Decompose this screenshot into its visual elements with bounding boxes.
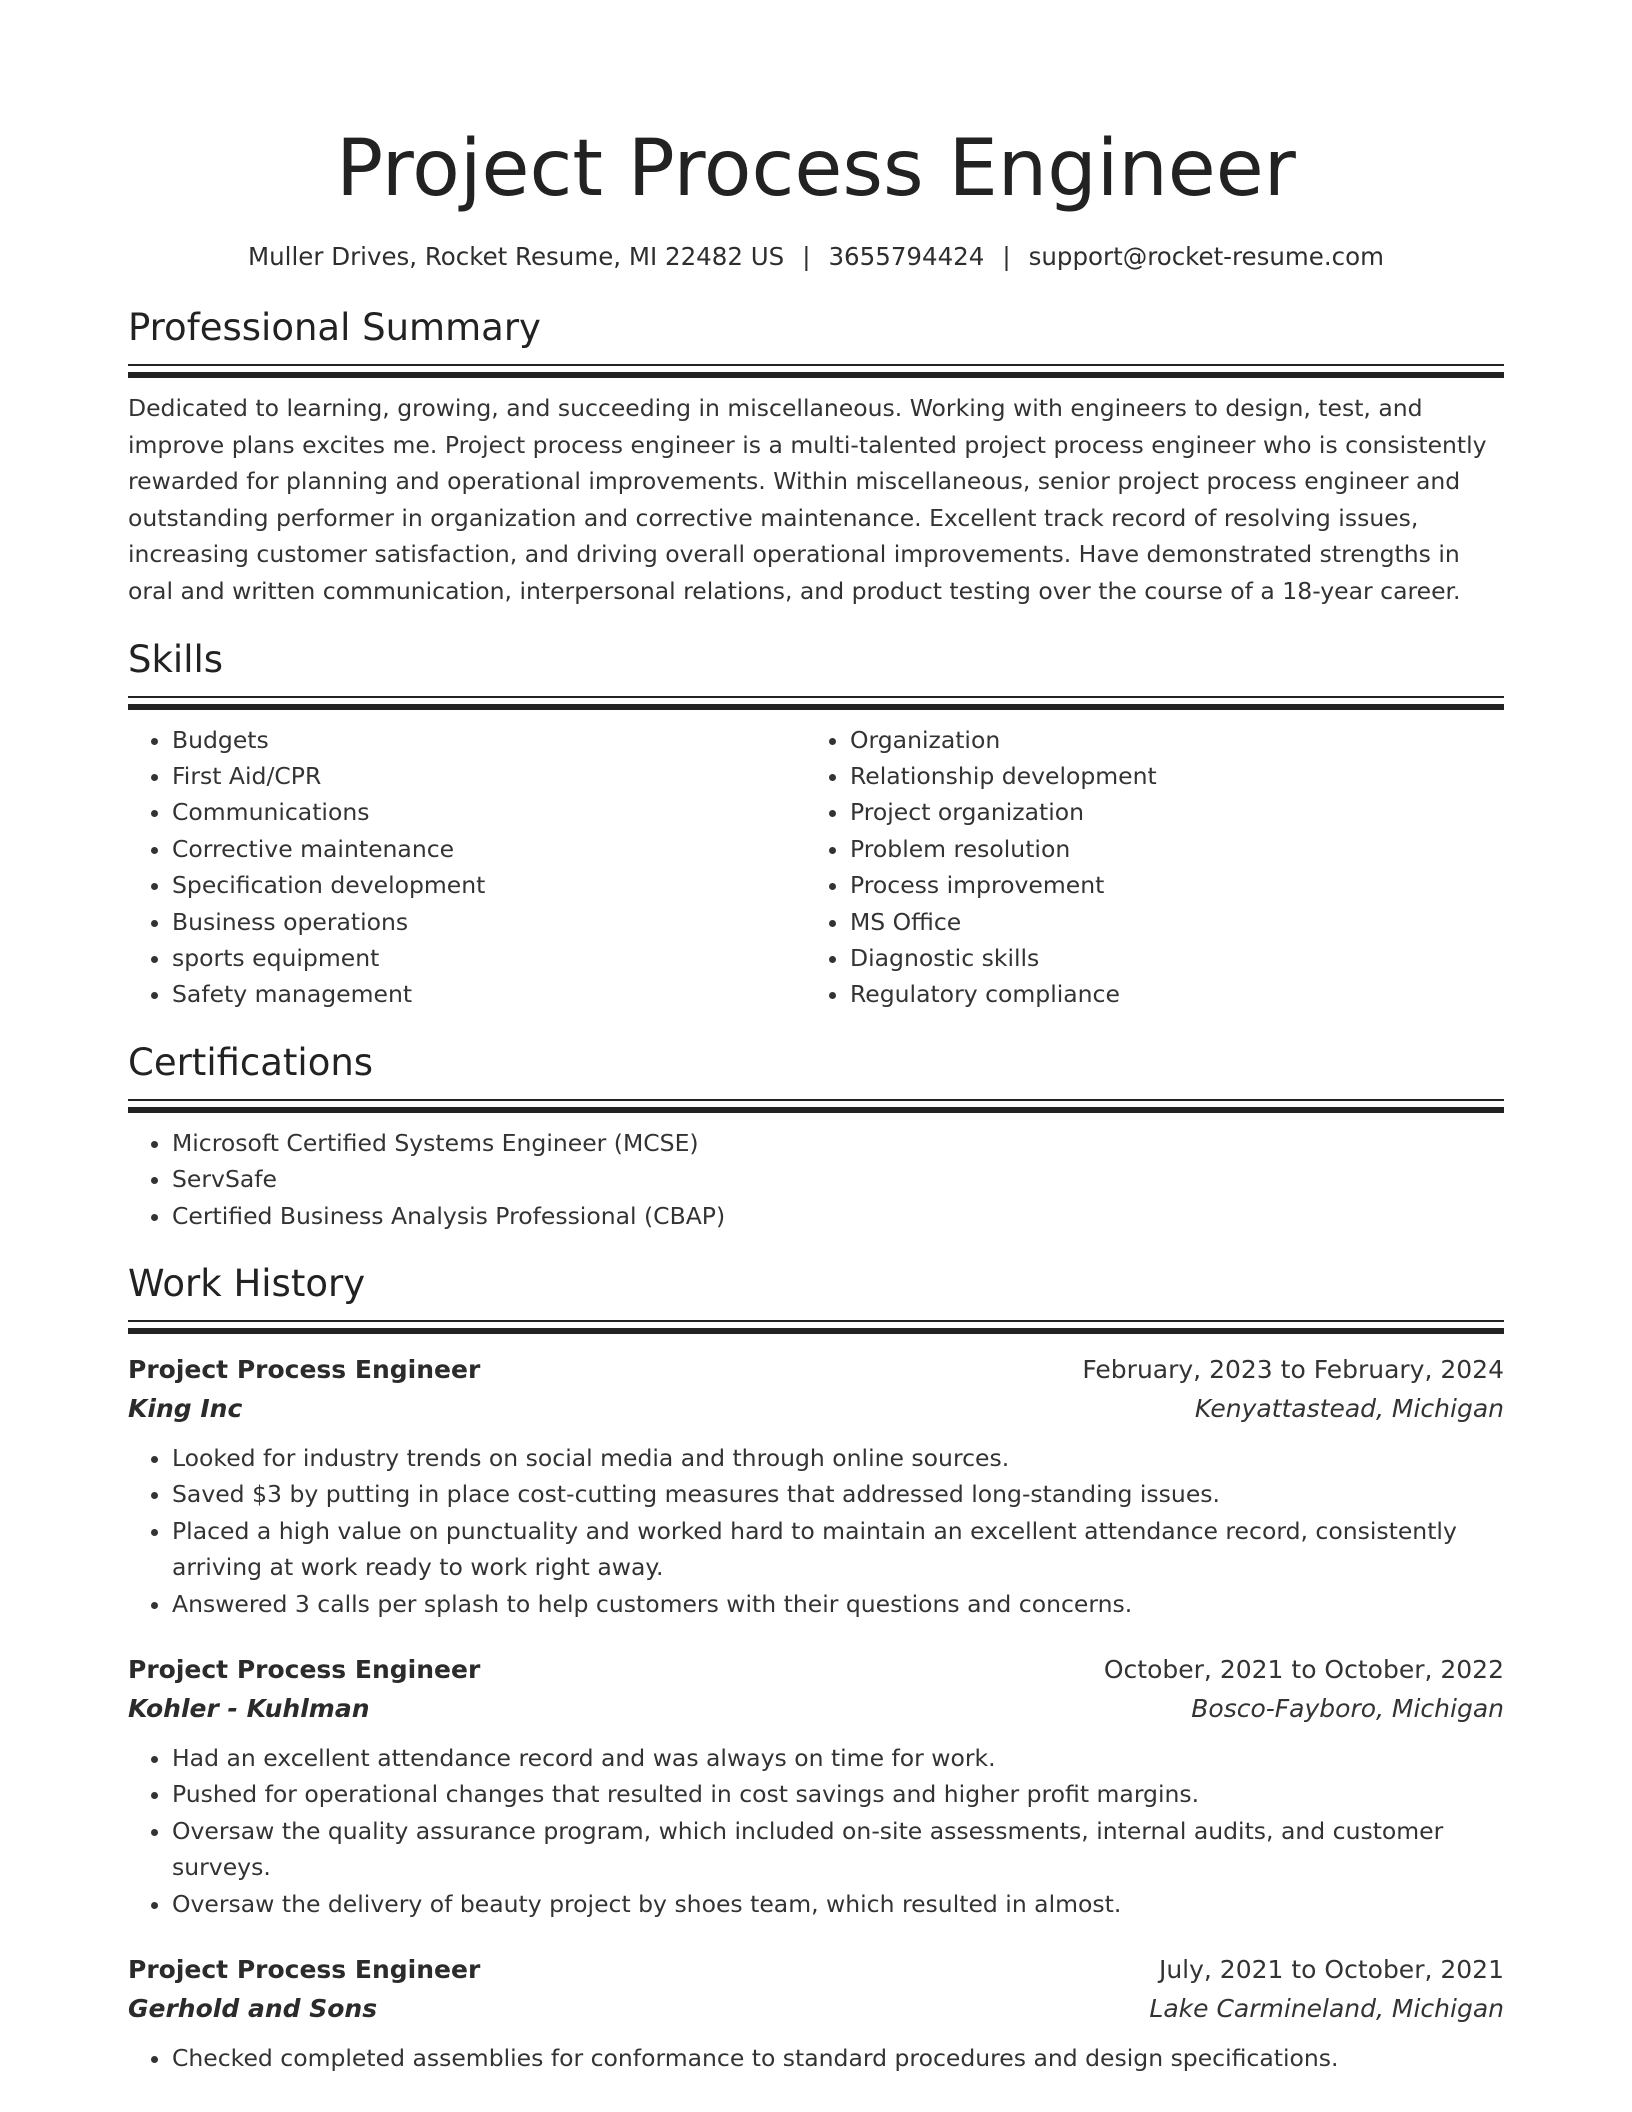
job-title: Project Process Engineer <box>128 1355 481 1385</box>
skill-item: • Corrective maintenance <box>172 831 806 867</box>
job-company: Gerhold and Sons <box>128 1994 378 2024</box>
job-location: Kenyattastead, Michigan <box>1194 1394 1504 1424</box>
job-bullet: • Looked for industry trends on social media and through online sources. <box>172 1440 1504 1476</box>
skill-item: • Diagnostic skills <box>850 940 1484 976</box>
job-bullet: • Placed a high value on punctuality and worked hard to maintain an excellent attendance record, consistently arriving at work ready to work right away. <box>172 1513 1504 1586</box>
section-divider <box>128 364 1504 378</box>
job-dates: July, 2021 to October, 2021 <box>1158 1955 1504 1985</box>
section-divider <box>128 1320 1504 1334</box>
contact-phone: 3655794424 <box>828 242 985 271</box>
job-bullet-list <box>128 1440 1504 1622</box>
work-history-section <box>128 1260 1504 2076</box>
resume-page <box>128 0 1504 2077</box>
skills-heading: Skills <box>128 637 224 681</box>
skill-item: • Process improvement <box>850 867 1484 903</box>
contact-email: support@rocket-resume.com <box>1028 242 1384 271</box>
skill-item: • Relationship development <box>850 758 1484 794</box>
job-title: Project Process Engineer <box>128 1655 481 1685</box>
skill-item: • First Aid/CPR <box>172 758 806 794</box>
job-entry <box>128 1350 1504 1622</box>
resume-name: Project Process Engineer <box>336 124 1296 214</box>
certifications-heading: Certifications <box>128 1040 374 1084</box>
job-company-row <box>128 1989 1504 2028</box>
job-bullet: • Oversaw the quality assurance program, which included on-site assessments, internal audits, and customer surveys. <box>172 1813 1504 1886</box>
job-location: Bosco-Fayboro, Michigan <box>1191 1694 1504 1724</box>
skills-section <box>128 636 1504 1013</box>
job-title: Project Process Engineer <box>128 1955 481 1985</box>
skills-column-left <box>128 722 806 1013</box>
certifications-list <box>128 1125 1504 1234</box>
contact-separator: | <box>802 242 811 271</box>
certification-item: • ServSafe <box>172 1161 1504 1197</box>
job-header-row <box>128 1350 1504 1389</box>
skill-item: • Specification development <box>172 867 806 903</box>
skill-item: • Organization <box>850 722 1484 758</box>
contact-line <box>128 240 1504 274</box>
job-company-row <box>128 1389 1504 1428</box>
skills-list-right <box>850 722 1484 1013</box>
job-bullet: • Saved $3 by putting in place cost-cutting measures that addressed long-standing issues. <box>172 1476 1504 1512</box>
skill-item: • sports equipment <box>172 940 806 976</box>
skill-item: • Budgets <box>172 722 806 758</box>
skill-item: • MS Office <box>850 904 1484 940</box>
certification-item: • Microsoft Certified Systems Engineer (MCSE) <box>172 1125 1504 1161</box>
job-bullet-list <box>128 1740 1504 1922</box>
job-bullet: • Checked completed assemblies for conformance to standard procedures and design specifications. <box>172 2040 1504 2076</box>
job-company: King Inc <box>128 1394 243 1424</box>
section-divider <box>128 1099 1504 1113</box>
job-bullet: • Had an excellent attendance record and was always on time for work. <box>172 1740 1504 1776</box>
contact-separator: | <box>1002 242 1011 271</box>
skills-list-left <box>172 722 806 1013</box>
summary-text: Dedicated to learning, growing, and succeeding in miscellaneous. Working with engineers to design, test, and improve plans excites me. Project process engineer is a multi-talented project process engineer who is consistently rewarded for planning and operational improvements. Within miscellaneous, senior project process engineer and outstanding performer in organization and corrective maintenance. Excellent track record of resolving issues, increasing customer satisfaction, and driving overall operational improvements. Have demonstrated strengths in oral and written communication, interpersonal relations, and product testing over the course of a 18-year career. <box>128 394 1487 605</box>
certification-item: • Certified Business Analysis Professional (CBAP) <box>172 1198 1504 1234</box>
job-location: Lake Carmineland, Michigan <box>1149 1994 1504 2024</box>
job-dates: February, 2023 to February, 2024 <box>1082 1355 1504 1385</box>
section-divider <box>128 696 1504 710</box>
skill-item: • Problem resolution <box>850 831 1484 867</box>
job-entry <box>128 1950 1504 2076</box>
summary-section <box>128 304 1504 610</box>
skills-grid <box>128 722 1504 1013</box>
skill-item: • Business operations <box>172 904 806 940</box>
job-company-row <box>128 1689 1504 1728</box>
contact-address: Muller Drives, Rocket Resume, MI 22482 US <box>248 242 785 271</box>
job-bullet: • Pushed for operational changes that resulted in cost savings and higher profit margins. <box>172 1776 1504 1812</box>
job-company: Kohler - Kuhlman <box>128 1694 370 1724</box>
skill-item: • Safety management <box>172 976 806 1012</box>
job-bullet-list <box>128 2040 1504 2076</box>
job-header-row <box>128 1650 1504 1689</box>
skills-column-right <box>806 722 1484 1013</box>
job-dates: October, 2021 to October, 2022 <box>1103 1655 1504 1685</box>
job-bullet: • Answered 3 calls per splash to help customers with their questions and concerns. <box>172 1586 1504 1622</box>
summary-heading: Professional Summary <box>128 306 541 349</box>
job-entry <box>128 1650 1504 1922</box>
work-history-heading: Work History <box>128 1262 366 1306</box>
skill-item: • Communications <box>172 794 806 830</box>
job-header-row <box>128 1950 1504 1989</box>
job-bullet: • Oversaw the delivery of beauty project by shoes team, which resulted in almost. <box>172 1886 1504 1922</box>
skill-item: • Project organization <box>850 794 1484 830</box>
certifications-section <box>128 1039 1504 1234</box>
skill-item: • Regulatory compliance <box>850 976 1484 1012</box>
